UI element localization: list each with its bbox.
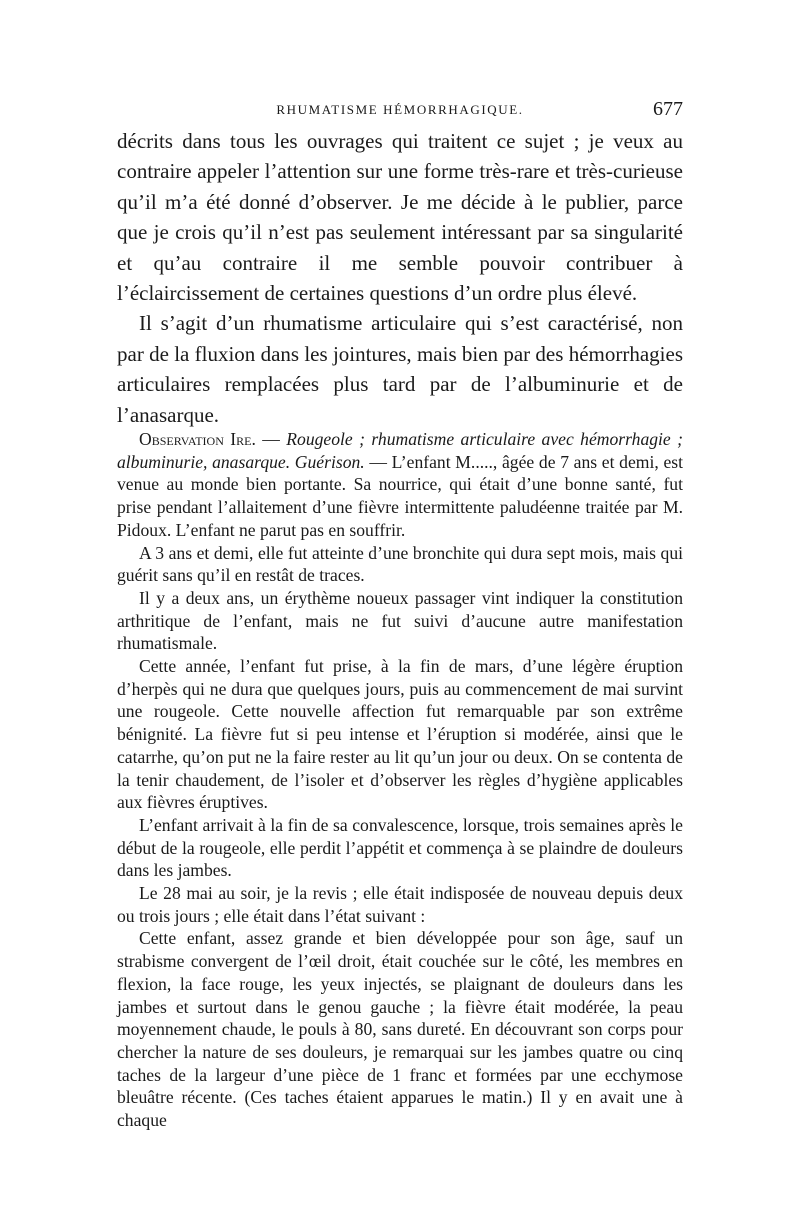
observation-paragraph-2: Il y a deux ans, un érythème noueux passager vint indiquer la constitution arthritique de l’enfant, mais ne fut suivi d’aucune autre manifestation rhumatismale. — [117, 587, 683, 654]
intro-text — [117, 126, 683, 430]
page-number: 677 — [653, 98, 683, 120]
observation-dash: — — [255, 429, 287, 449]
intro-paragraph-1: décrits dans tous les ouvrages qui traitent ce sujet ; je veux au contraire appeler l’attention sur une forme très-rare et très-curieuse qu’il m’a été donné d’observer. Je me décide à le publier, parce que je crois qu’il n’est pas seulement intéressant par sa singularité et qu’au contraire il me semble pouvoir contribuer à l’éclaircissement de certaines questions d’un ordre plus élevé. — [117, 129, 683, 306]
observation-paragraph-1: A 3 ans et demi, elle fut atteinte d’une bronchite qui dura sept mois, mais qui guérit sans qu’il en restât de traces. — [117, 542, 683, 586]
observation-label: Observation Ire. — [139, 429, 256, 449]
observation-first-paragraph — [117, 428, 683, 542]
observation-first-text: — L’enfant M....., âgée de 7 ans et demi, est venue au monde bien portante. Sa nourrice, qui était d’une bonne santé, fut prise pendant l’allaitement d’une fièvre intermittente paludéenne traitée par M. Pidoux. L’enfant ne parut pas en souffrir. — [117, 451, 683, 540]
intro-paragraph-2: Il s’agit d’un rhumatisme articulaire qui s’est caractérisé, non par de la fluxion dans les jointures, mais bien par des hémorrhagies articulaires remplacées plus tard par de l’albuminurie et de l’anasarque. — [117, 311, 683, 427]
observation-section — [117, 428, 683, 1132]
observation-title: Rougeole ; rhumatisme articulaire avec hémorrhagie ; albuminurie, anasarque. Guérison. — [117, 429, 683, 472]
page-header — [117, 98, 683, 122]
running-head: RHUMATISME HÉMORRHAGIQUE. — [276, 102, 524, 117]
observation-paragraph-5: Le 28 mai au soir, je la revis ; elle était indisposée de nouveau depuis deux ou trois jours ; elle était dans l’état suivant : — [117, 883, 683, 926]
observation-paragraph-4: L’enfant arrivait à la fin de sa convalescence, lorsque, trois semaines après le début de la rougeole, elle perdit l’appétit et commença à se plaindre de douleurs dans les jambes. — [117, 814, 683, 881]
observation-paragraph-6: Cette enfant, assez grande et bien développée pour son âge, sauf un strabisme convergent de l’œil droit, était couchée sur le côté, les membres en flexion, la face rouge, les yeux injectés, se plaignant de douleurs dans les jambes et surtout dans le genou gauche ; la fièvre était modérée, la peau moyennement chaude, le pouls à 80, sans dureté. En découvrant son corps pour chercher la nature de ses douleurs, je remarquai sur les jambes quatre ou cinq taches de la largeur d’une pièce de 1 franc et formées par une ecchymose bleuâtre récente. (Ces taches étaient apparues le matin.) Il y en avait une à chaque — [117, 928, 683, 1131]
observation-paragraph-3: Cette année, l’enfant fut prise, à la fin de mars, d’une légère éruption d’herpès qui ne dura que quelques jours, puis au commencement de mai survint une rougeole. Cette nouvelle affection fut remarquable par son extrême bénignité. La fièvre fut si peu intense et l’éruption si modérée, ainsi que le catarrhe, qu’on put ne la faire rester au lit qu’un jour ou deux. On se contenta de la tenir chaudement, de l’isoler et d’observer les règles d’hygiène applicables aux fièvres éruptives. — [117, 656, 683, 813]
